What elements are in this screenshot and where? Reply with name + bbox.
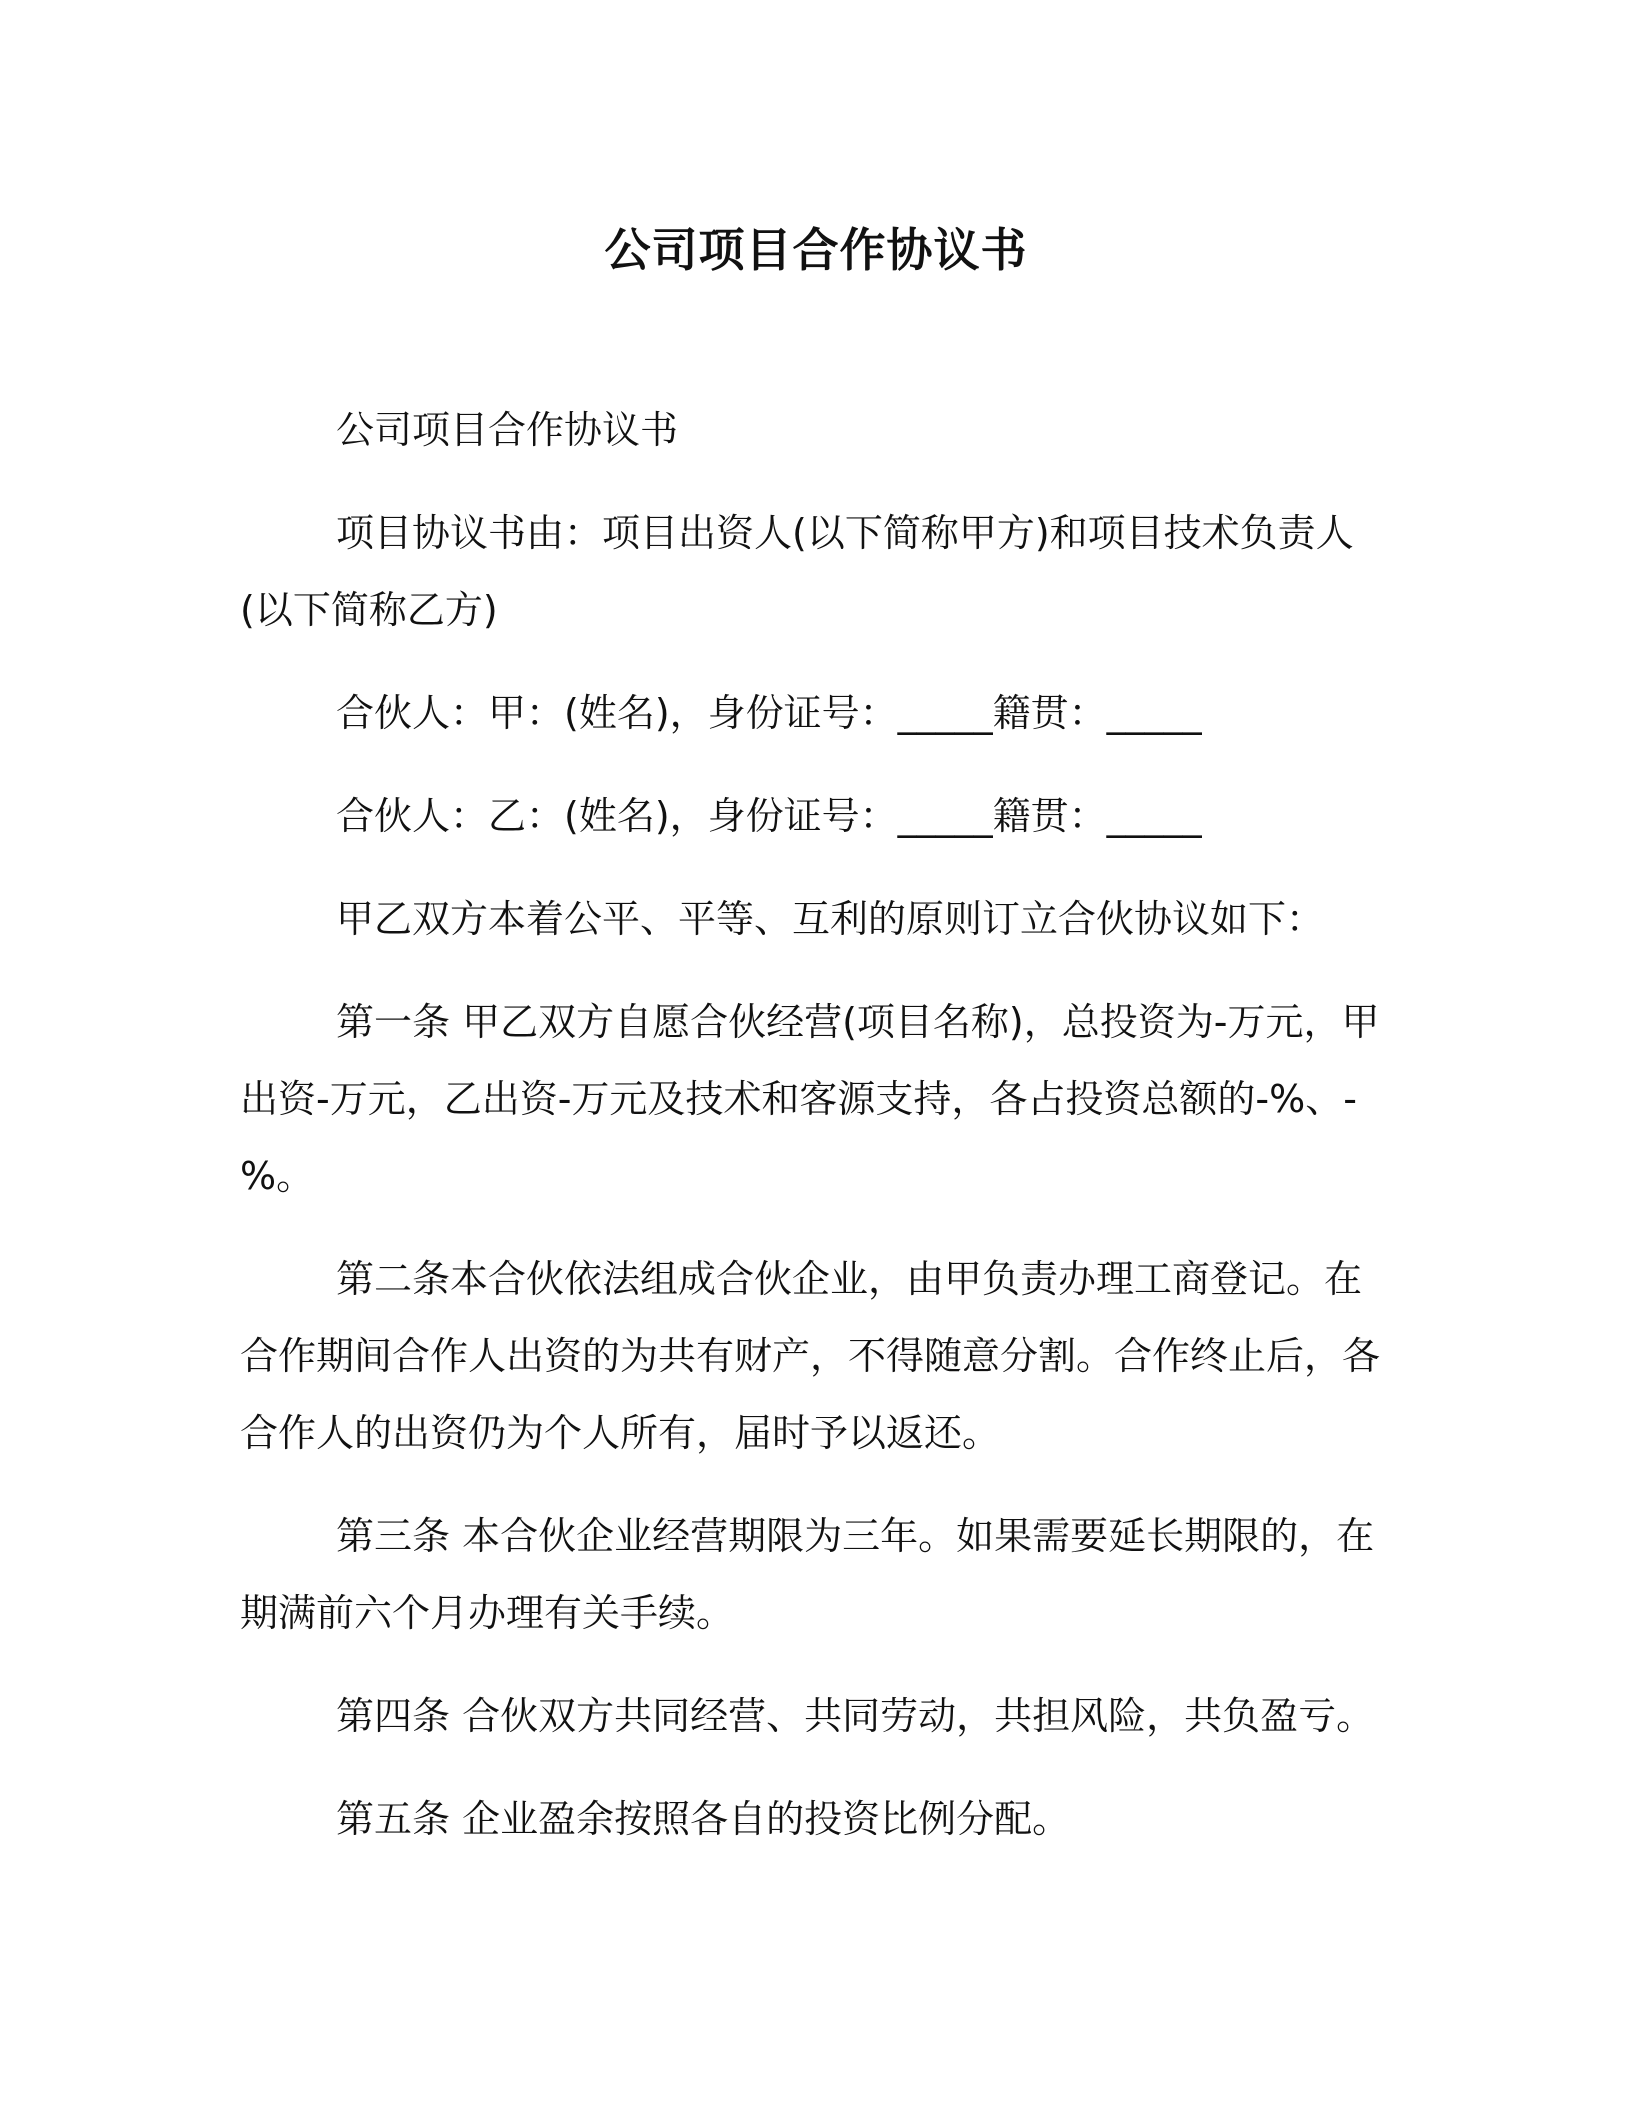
paragraph-principles: 甲乙双方本着公平、平等、互利的原则订立合伙协议如下： bbox=[336, 897, 1325, 941]
paragraph-parties-intro: 项目协议书由：项目出资人(以下简称甲方)和项目技术负责人(以下简称乙方) bbox=[240, 511, 1354, 632]
paragraph-partner-b: 合伙人：乙：(姓名)，身份证号：_____籍贯：_____ bbox=[336, 794, 1202, 838]
document-body bbox=[240, 392, 1392, 1884]
paragraph-article-1: 第一条 甲乙双方自愿合伙经营(项目名称)，总投资为-万元，甲出资-万元，乙出资-万元及技术和客源支持，各占投资总额的-%、-%。 bbox=[240, 1000, 1380, 1198]
paragraph-article-2: 第二条本合伙依法组成合伙企业，由甲负责办理工商登记。在合作期间合作人出资的为共有财产，不得随意分割。合作终止后，各合作人的出资仍为个人所有，届时予以返还。 bbox=[240, 1257, 1381, 1455]
paragraph-partner-a: 合伙人：甲：(姓名)，身份证号：_____籍贯：_____ bbox=[336, 691, 1202, 735]
paragraph-heading: 公司项目合作协议书 bbox=[336, 408, 679, 452]
paragraph-article-5: 第五条 企业盈余按照各自的投资比例分配。 bbox=[336, 1797, 1071, 1841]
paragraph-article-4: 第四条 合伙双方共同经营、共同劳动，共担风险，共负盈亏。 bbox=[336, 1694, 1375, 1738]
document-title: 公司项目合作协议书 bbox=[604, 223, 1028, 277]
paragraph-article-3: 第三条 本合伙企业经营期限为三年。如果需要延长期限的，在期满前六个月办理有关手续。 bbox=[240, 1514, 1375, 1635]
